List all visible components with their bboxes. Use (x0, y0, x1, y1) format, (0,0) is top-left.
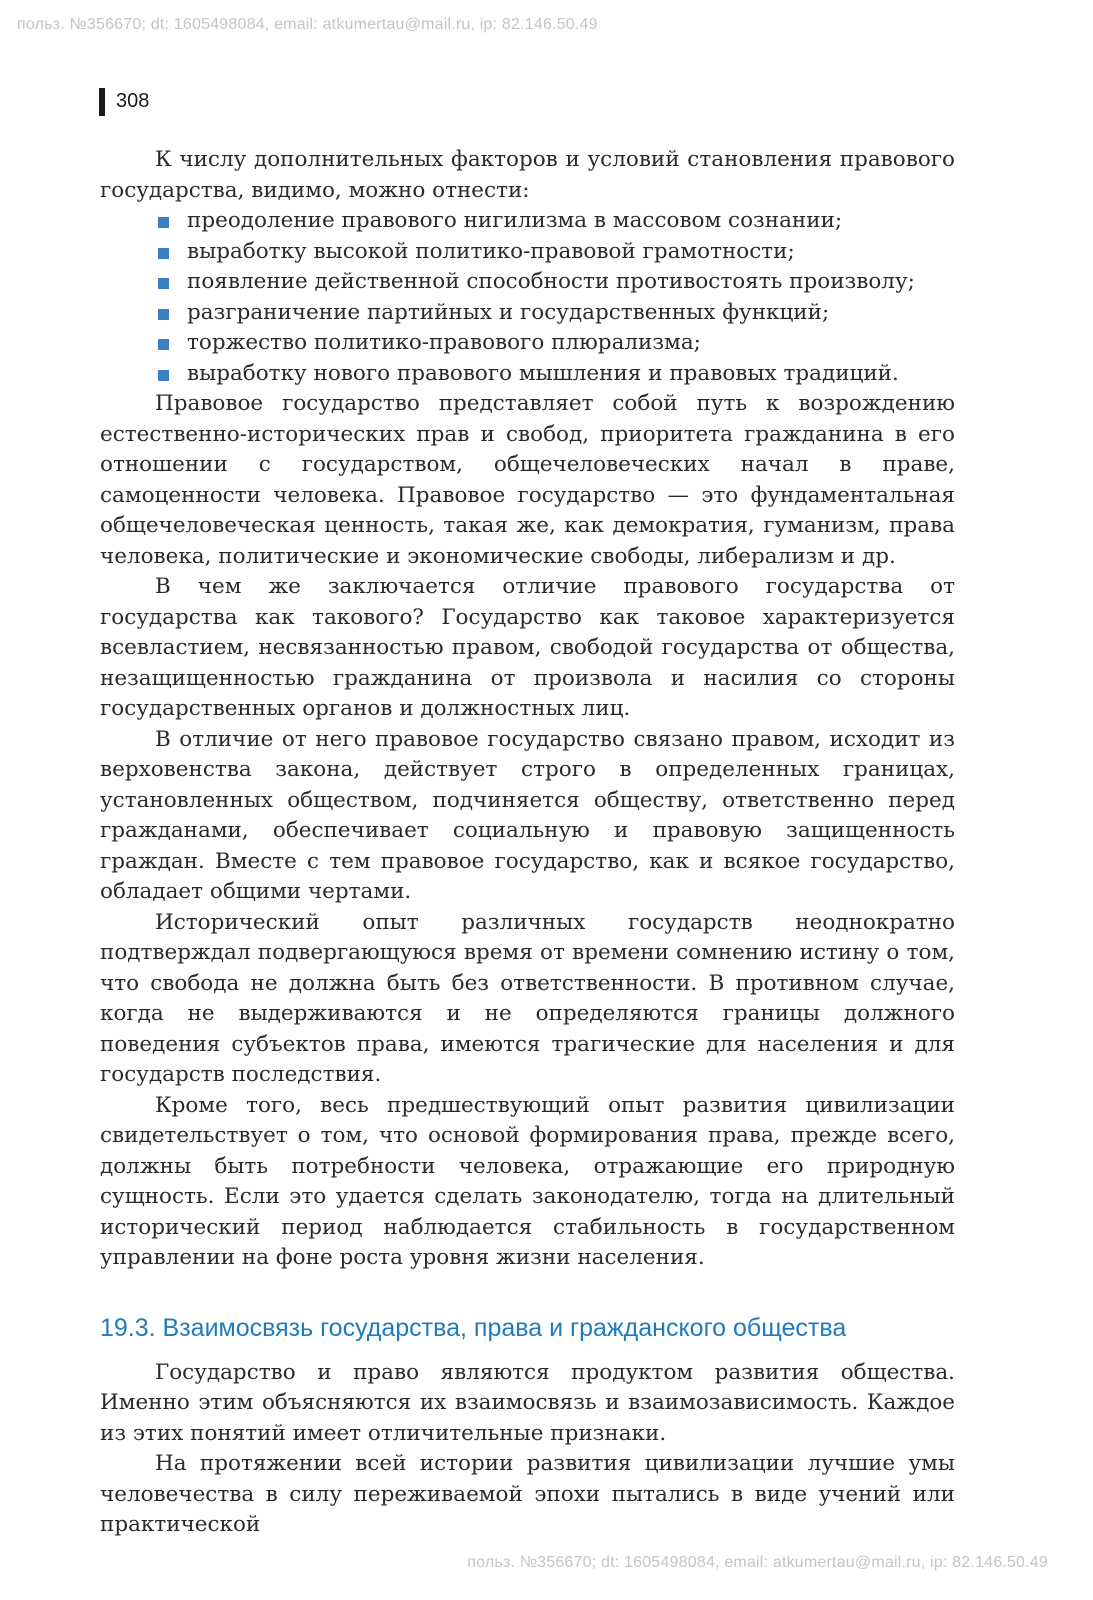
factor-list (100, 206, 955, 389)
square-bullet-icon (158, 370, 169, 381)
square-bullet-icon (158, 217, 169, 228)
body-paragraph: Правовое государство представляет собой путь к возрождению естественно-исторических прав и свобод, приоритета гражданина в его отношении с государством, общечеловеческих начал в праве, самоценности человека. Правовое государство — это фундаментальная общечеловеческая ценность, такая же, как демократия, гуманизм, права человека, политические и экономические свободы, либерализм и др. (100, 391, 955, 569)
list-item-text: торжество политико-правового плюрализма; (187, 330, 701, 355)
page-body (100, 145, 955, 1541)
list-item-text: появление действенной способности противостоять произволу; (187, 269, 915, 294)
watermark-bottom: польз. №356670; dt: 1605498084, email: atkumertau@mail.ru, ip: 82.146.50.49 (467, 1554, 1048, 1571)
page-number: 308 (116, 90, 150, 112)
body-paragraph: В чем же заключается отличие правового государства от государства как такового? Государство как таковое характеризуется всевластием, несвязанностью правом, свободой государства от общества, незащищенностью гражданина от произвола и насилия со стороны государственных органов и должностных лиц. (100, 574, 955, 721)
list-item-text: выработку высокой политико-правовой грамотности; (187, 238, 795, 264)
body-paragraph: Кроме того, весь предшествующий опыт развития цивилизации свидетельствует о том, что основой формирования права, прежде всего, должны быть потребности человека, отражающие его природную сущность. Если это удается сделать законодателю, тогда на длительный исторический период наблюдается стабильность в государственном управлении на фоне роста уровня жизни населения. (100, 1092, 955, 1270)
list-item (158, 298, 955, 329)
page-number-bar (99, 88, 105, 116)
list-item (158, 206, 955, 237)
list-item-text: разграничение партийных и государственных функций; (187, 299, 830, 325)
square-bullet-icon (158, 339, 169, 350)
list-item-text: выработку нового правового мышления и правовых традиций. (187, 360, 899, 386)
list-item-text: преодоление правового нигилизма в массовом сознании; (187, 208, 843, 233)
body-paragraph: Исторический опыт различных государств неоднократно подтверждал подвергающуюся время от времени сомнению истину о том, что свобода не должна быть без ответственности. В противном случае, когда не выдерживаются и не определяются границы должного поведения субъектов права, имеются трагические для населения и для государств последствия. (100, 909, 955, 1087)
list-item (158, 237, 955, 268)
list-item (158, 359, 955, 390)
square-bullet-icon (158, 278, 169, 289)
list-item (158, 328, 955, 359)
watermark-top: польз. №356670; dt: 1605498084, email: atkumertau@mail.ru, ip: 82.146.50.49 (17, 16, 598, 33)
section-heading: 19.3. Взаимосвязь государства, права и гражданского общества (100, 1313, 847, 1342)
square-bullet-icon (158, 248, 169, 259)
list-item (158, 267, 955, 298)
section-paragraph: Государство и право являются продуктом развития общества. Именно этим объясняются их взаимосвязь и взаимозависимость. Каждое из этих понятий имеет отличительные признаки. (100, 1359, 955, 1446)
body-paragraph: В отличие от него правовое государство связано правом, исходит из верховенства закона, действует строго в определенных границах, установленных обществом, подчиняется обществу, ответственно перед гражданами, обеспечивает социальную и правовую защищенность граждан. Вместе с тем правовое государство, как и всякое государство, обладает общими чертами. (100, 726, 955, 904)
section-paragraph: На протяжении всей истории развития цивилизации лучшие умы человечества в силу переживаемой эпохи пытались в виде учений или практической (100, 1451, 955, 1537)
square-bullet-icon (158, 309, 169, 320)
intro-paragraph: К числу дополнительных факторов и условий становления правового государства, видимо, можно отнести: (100, 147, 955, 203)
